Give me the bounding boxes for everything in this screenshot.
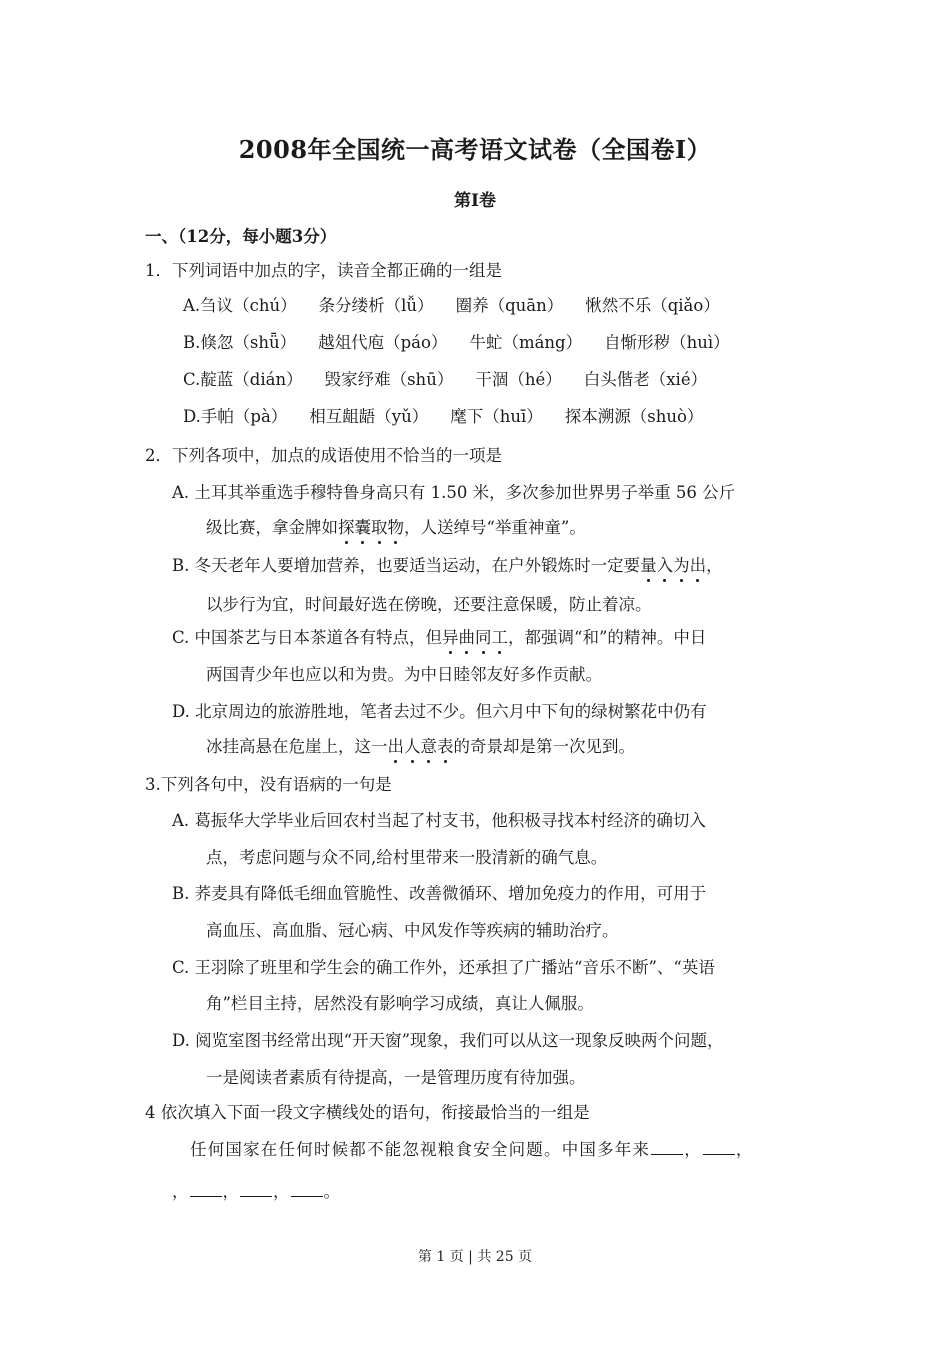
question-2-stem: 2．下列各项中，加点的成语使用不恰当的一项是: [145, 446, 502, 465]
emphasis-char: 量: [640, 556, 657, 575]
q3-option-d-line-2: 一是阅读者素质有待提高，一是管理历度有待加强。: [206, 1068, 586, 1087]
q1-option-c: [183, 369, 707, 391]
dotted-idiom: [338, 518, 404, 537]
q1-d-item-2: 相互龃龉（yǔ）: [309, 407, 429, 426]
q3-option-b-line-2: 高血压、高血脂、冠心病、中风发作等疾病的辅助治疗。: [206, 921, 619, 940]
question-1-stem: 1．下列词语中加点的字，读音全都正确的一组是: [145, 261, 502, 280]
question-4-stem: 4 依次填入下面一段文字横线处的语句，衔接最恰当的一组是: [145, 1103, 590, 1122]
q1-d-item-4: 探本溯源（shuò）: [564, 407, 704, 426]
q3-option-b-line-1: B. 荞麦具有降低毛细血管脆性、改善微循环、增加免疫力的作用，可用于: [172, 884, 707, 903]
q3-option-d-line-1: D. 阅览室图书经常出现“开天窗”现象，我们可以从这一现象反映两个问题，: [172, 1031, 724, 1050]
emphasis-char: 为: [673, 556, 690, 575]
q2-option-a-line-2: 级比赛，拿金牌如探囊取物，人送绰号“举重神童”。: [206, 518, 586, 537]
q2-option-c-line-1: C. 中国茶艺与日本茶道各有特点，但异曲同工，都强调“和”的精神。中日: [172, 628, 707, 647]
q1-a-item-2: 条分缕析（lǚ）: [318, 296, 434, 315]
q4-passage-line-1: 任何国家在任何时候都不能忽视粮食安全问题。中国多年来 ， ，: [190, 1140, 754, 1159]
emphasis-char: 曲: [458, 628, 476, 647]
fill-blank: [703, 1140, 735, 1155]
q1-d-item-3: 麾下（huī）: [450, 407, 543, 426]
emphasis-char: 探: [338, 518, 355, 537]
q2-option-b-line-2: 以步行为宜，时间最好选在傍晚，还要注意保暖，防止着凉。: [206, 595, 652, 614]
fill-blank: [651, 1140, 683, 1155]
emphasis-char: 物: [387, 518, 404, 537]
emphasis-char: 异: [442, 628, 459, 647]
emphasis-char: 意: [420, 737, 437, 756]
q1-c-item-2: 毁家纾难（shū）: [324, 370, 454, 389]
emphasis-char: 出: [689, 556, 707, 575]
emphasis-char: 入: [656, 556, 674, 575]
q3-option-a-line-2: 点，考虑问题与众不同,给村里带来一股清新的确气息。: [206, 848, 608, 867]
q1-b-item-4: 自惭形秽（huì）: [604, 333, 730, 352]
q1-b-item-2: 越俎代庖（páo）: [318, 333, 448, 352]
q1-option-a: [183, 295, 720, 317]
question-3-stem: 3.下列各句中，没有语病的一句是: [145, 775, 392, 794]
q1-a-item-1: A.刍议（chú）: [183, 296, 297, 315]
emphasis-char: 出: [387, 737, 404, 756]
q1-c-item-1: C.靛蓝（dián）: [183, 370, 303, 389]
q2-option-d-line-1: D. 北京周边的旅游胜地，笔者去过不少。但六月中下旬的绿树繁花中仍有: [172, 702, 707, 721]
fill-blank: [291, 1182, 323, 1197]
emphasis-char: 囊: [354, 518, 371, 537]
q3-option-c-line-2: 角”栏目主持，居然没有影响学习成绩，真让人佩服。: [206, 994, 594, 1013]
section-heading: 一、（12分，每小题3分）: [145, 227, 337, 246]
q1-a-item-3: 圈养（quān）: [455, 296, 564, 315]
emphasis-char: 取: [371, 518, 388, 537]
q2-option-d-line-2: 冰挂高悬在危崖上，这一出人意表的奇景却是第一次见到。: [206, 737, 635, 756]
q1-option-b: [183, 332, 730, 354]
q1-a-item-4: 愀然不乐（qiǎo）: [585, 296, 720, 315]
q1-b-item-1: B.倏忽（shǖ）: [183, 333, 297, 352]
page-footer: 第 1 页 | 共 25 页: [417, 1249, 533, 1265]
dotted-idiom: [640, 556, 706, 575]
volume-subtitle: 第Ⅰ卷: [454, 191, 496, 211]
q3-option-a-line-1: A. 葛振华大学毕业后回农村当起了村支书，他积极寻找本村经济的确切入: [172, 811, 706, 830]
dotted-idiom: [388, 737, 454, 756]
document-title: 2008年全国统一高考语文试卷（全国卷Ⅰ）: [238, 135, 712, 164]
q2-option-b-line-1: B. 冬天老年人要增加营养，也要适当运动，在户外锻炼时一定要量入为出，: [172, 556, 723, 575]
q1-c-item-4: 白头偕老（xié）: [583, 370, 708, 389]
q3-option-c-line-1: C. 王羽除了班里和学生会的确工作外，还承担了广播站“音乐不断”、“英语: [172, 958, 715, 977]
q2-option-c-line-2: 两国青少年也应以和为贵。为中日睦邻友好多作贡献。: [206, 665, 602, 684]
q4-passage-line-2: ， ， ， 。: [172, 1182, 340, 1201]
fill-blank: [240, 1182, 272, 1197]
emphasis-char: 表: [437, 737, 454, 756]
dotted-idiom: [442, 628, 508, 647]
q1-option-d: [183, 406, 703, 428]
emphasis-char: 工: [491, 628, 509, 647]
q1-b-item-3: 牛虻（máng）: [469, 333, 583, 352]
emphasis-char: 人: [404, 737, 421, 756]
emphasis-char: 同: [475, 628, 492, 647]
q1-d-item-1: D.手帕（pà）: [183, 407, 288, 426]
q1-c-item-3: 干涸（hé）: [475, 370, 562, 389]
q2-option-a-line-1: A. 土耳其举重选手穆特鲁身高只有 1.50 米，多次参加世界男子举重 56 公斤: [172, 483, 736, 502]
fill-blank: [190, 1182, 222, 1197]
